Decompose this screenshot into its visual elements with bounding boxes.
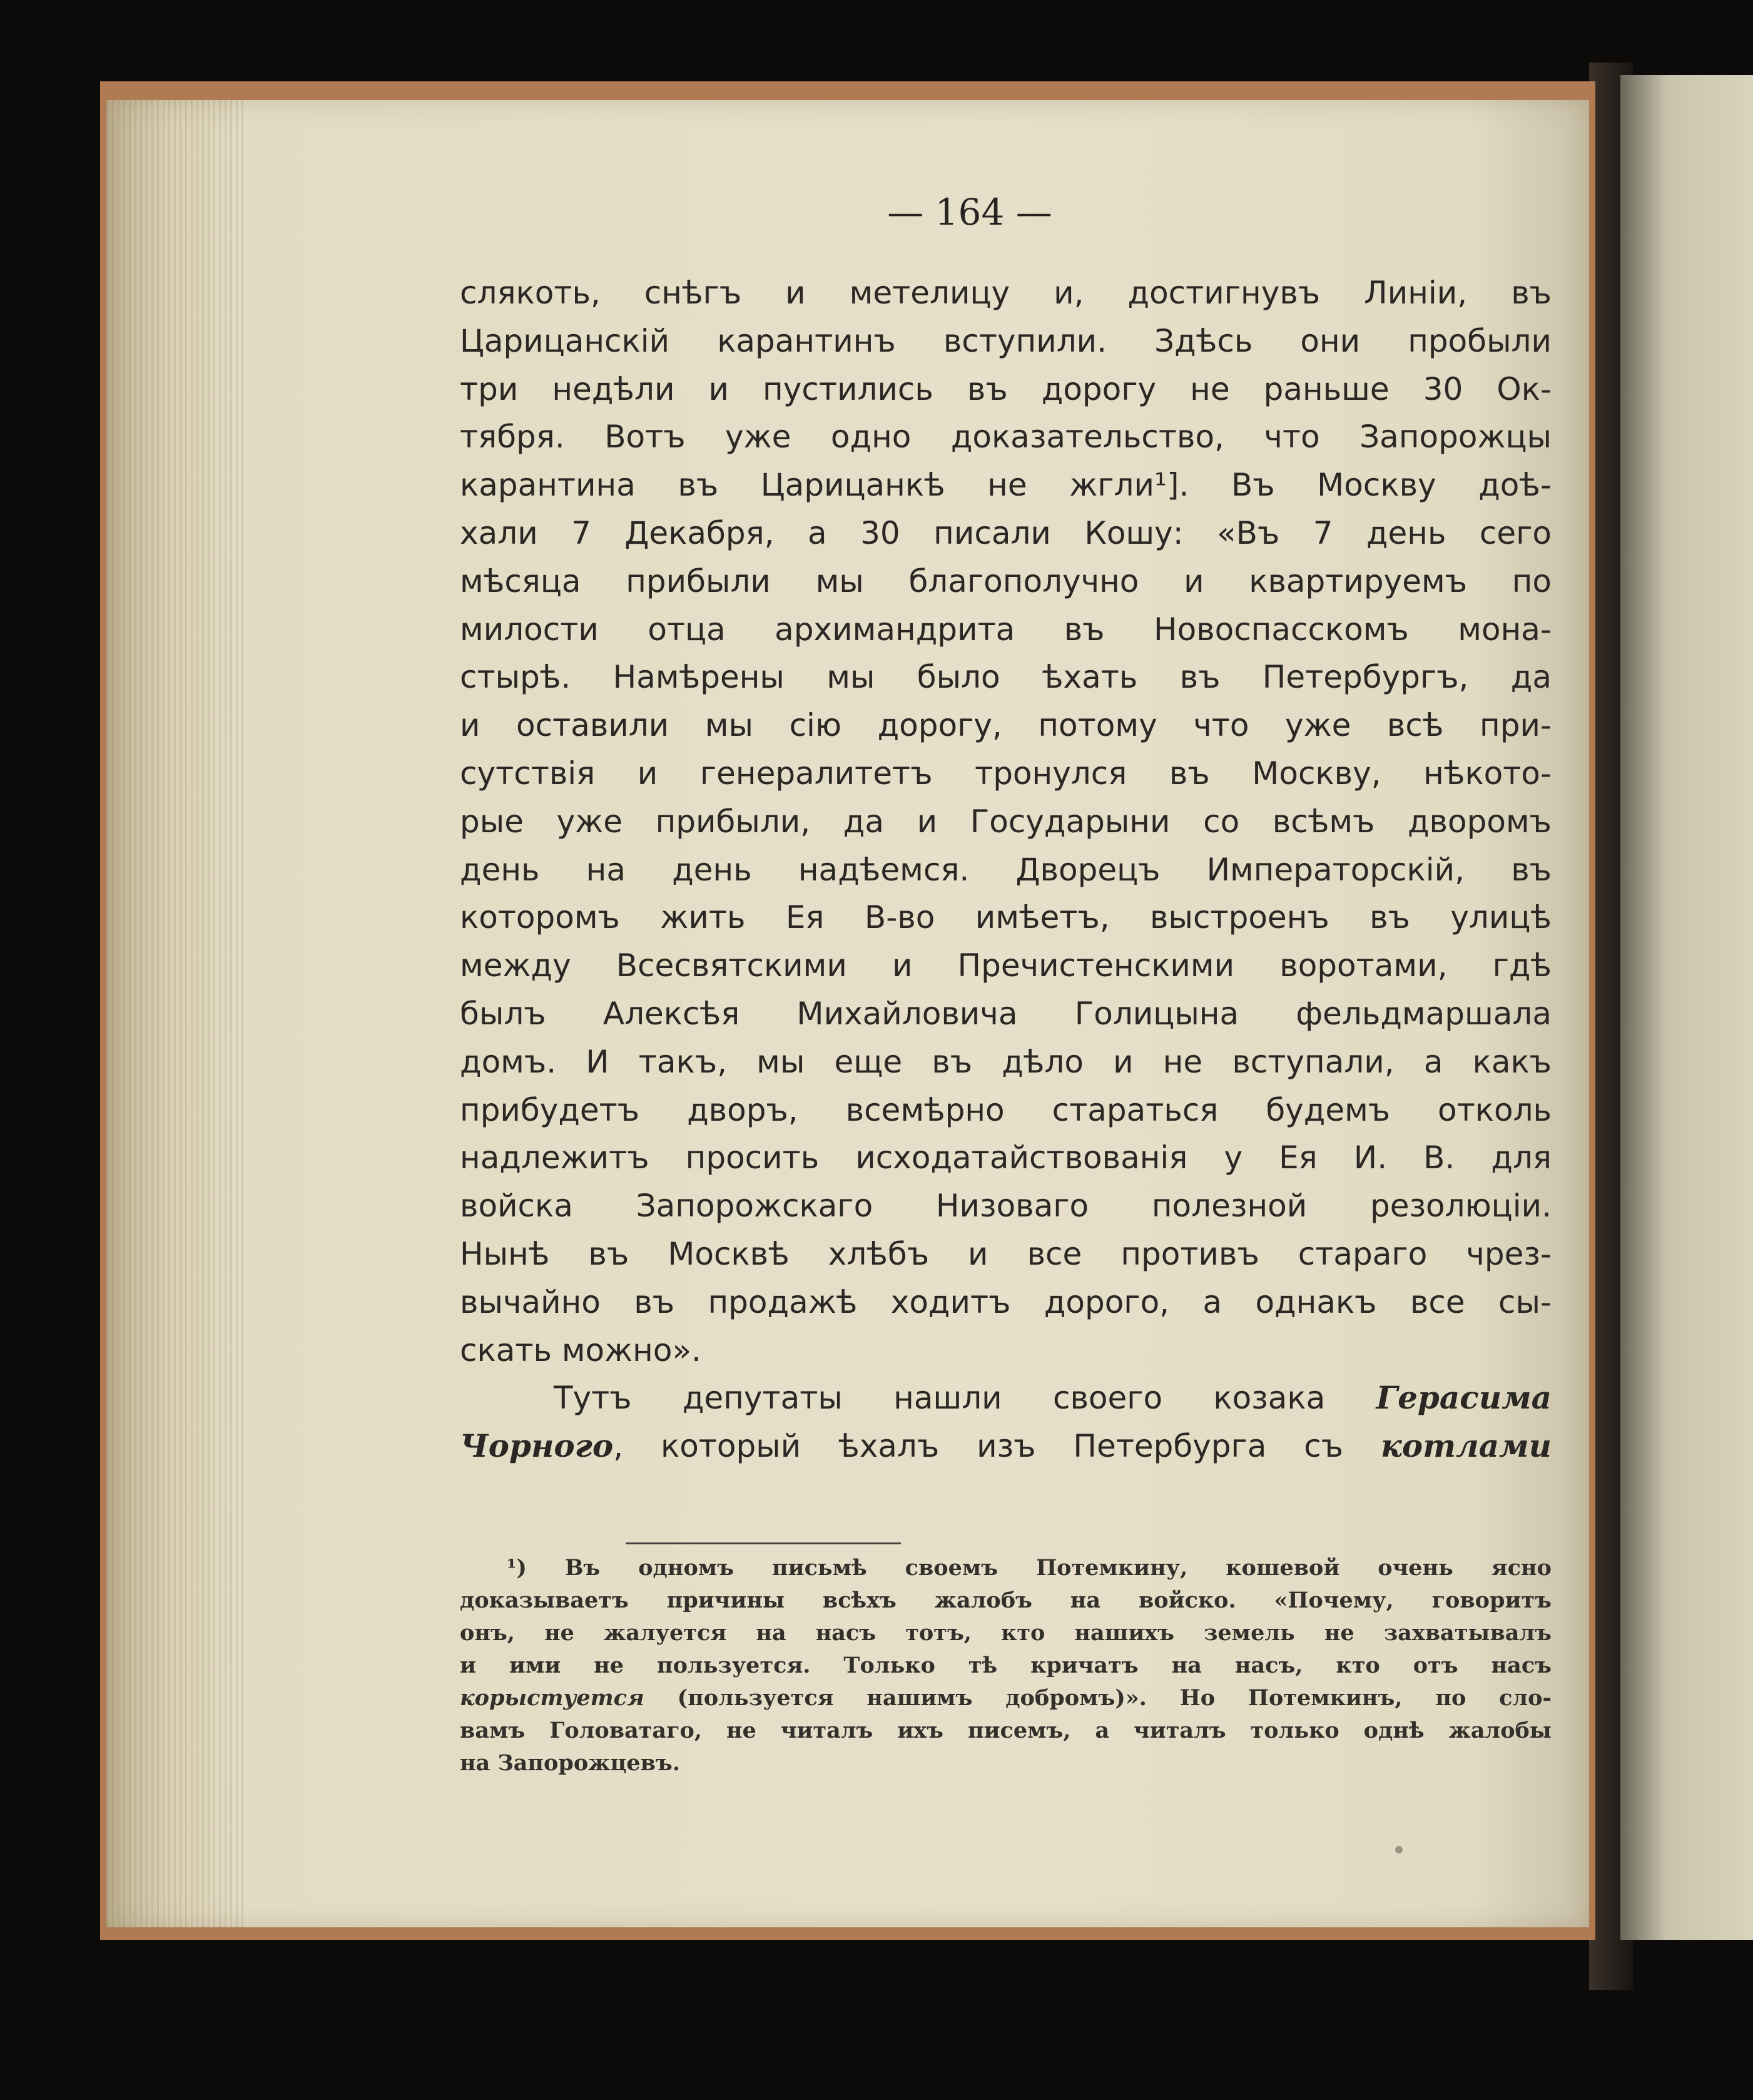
text-line: и оставили мы сію дорогу, потому что уже всѣ при- <box>460 707 1552 744</box>
paragraph-2-line-1 <box>460 1374 1552 1422</box>
text-line: войска Запорожскаго Низоваго полезной резолюціи. <box>460 1188 1552 1225</box>
text-line: которомъ жить Ея В-во имѣетъ, выстроенъ въ улицѣ <box>460 899 1552 936</box>
footnote-line: онъ, не жалуется на насъ тотъ, кто нашихъ земель не захватывалъ <box>460 1620 1552 1646</box>
footnote-line: доказываетъ причины всѣхъ жалобъ на войско. «Почему, говоритъ <box>460 1588 1552 1613</box>
body-text <box>460 269 1552 1471</box>
footnote-italic-word: корыстуется <box>460 1685 644 1711</box>
page-number: — 164 — <box>887 191 1052 233</box>
text-line: Царицанскій карантинъ вступили. Здѣсь они пробыли <box>460 322 1552 359</box>
text-line: тября. Вотъ уже одно доказательство, что Запорожцы <box>460 419 1552 456</box>
paper-blemish <box>1395 1846 1403 1853</box>
footnote-text-run: (пользуется нашимъ добромъ)». Но Потемкинъ, по сло- <box>644 1685 1552 1711</box>
text-line: сутствія и генералитетъ тронулся въ Москву, нѣкото- <box>460 755 1552 792</box>
text-run: , который ѣхалъ изъ Петербурга съ <box>613 1428 1344 1465</box>
text-line: скать можно». <box>460 1332 701 1369</box>
text-line: Нынѣ въ Москвѣ хлѣбъ и все противъ стараго чрез- <box>460 1235 1552 1272</box>
italic-name: Герасима <box>1376 1379 1552 1417</box>
text-line: прибудетъ дворъ, всемѣрно стараться будемъ отколь <box>460 1091 1552 1128</box>
text-line: слякоть, снѣгъ и метелицу и, достигнувъ Линіи, въ <box>460 275 1552 311</box>
italic-name: Чорного <box>460 1427 614 1465</box>
paragraph-2-line-2 <box>460 1422 1552 1471</box>
next-page-edge <box>1620 75 1753 1940</box>
footnote-line: вамъ Головатаго, не читалъ ихъ писемъ, а читалъ только однѣ жалобы <box>460 1718 1552 1743</box>
footnote-line <box>460 1682 1552 1715</box>
text-line: карантина въ Царицанкѣ не жгли¹]. Въ Москву доѣ- <box>460 467 1552 504</box>
footnote-rule <box>626 1542 901 1544</box>
footnote-line: и ими не пользуется. Только тѣ кричатъ на насъ, кто отъ насъ <box>460 1653 1552 1678</box>
footnote-line: ¹) Въ одномъ письмѣ своемъ Потемкину, кошевой очень ясно <box>507 1555 1552 1581</box>
text-line: день на день надѣемся. Дворецъ Императорскій, въ <box>460 851 1552 888</box>
text-line: рые уже прибыли, да и Государыни со всѣмъ дворомъ <box>460 803 1552 840</box>
text-line: былъ Алексѣя Михайловича Голицына фельдмаршала <box>460 995 1552 1032</box>
text-line: стырѣ. Намѣрены мы было ѣхать въ Петербургъ, да <box>460 659 1552 696</box>
text-run: Тутъ депутаты нашли своего козака <box>554 1380 1326 1417</box>
text-line: надлежитъ просить исходатайствованія у Ея И. В. для <box>460 1139 1552 1176</box>
text-line: мѣсяца прибыли мы благополучно и квартируемъ по <box>460 563 1552 599</box>
text-line: между Всесвятскими и Пречистенскими воротами, гдѣ <box>460 947 1552 984</box>
text-line: милости отца архимандрита въ Новоспасскомъ мона- <box>460 611 1552 648</box>
footnote-line: на Запорожцевъ. <box>460 1750 680 1776</box>
italic-word: котлами <box>1381 1427 1552 1465</box>
footnote <box>460 1552 1552 1780</box>
text-line: хали 7 Декабря, а 30 писали Кошу: «Въ 7 день сего <box>460 514 1552 551</box>
text-line: три недѣли и пустились въ дорогу не раньше 30 Ок- <box>460 370 1552 407</box>
page-stack-edge <box>106 100 244 1927</box>
text-line: вычайно въ продажѣ ходитъ дорого, а однакъ все сы- <box>460 1283 1552 1320</box>
text-line: домъ. И такъ, мы еще въ дѣло и не вступали, а какъ <box>460 1043 1552 1080</box>
